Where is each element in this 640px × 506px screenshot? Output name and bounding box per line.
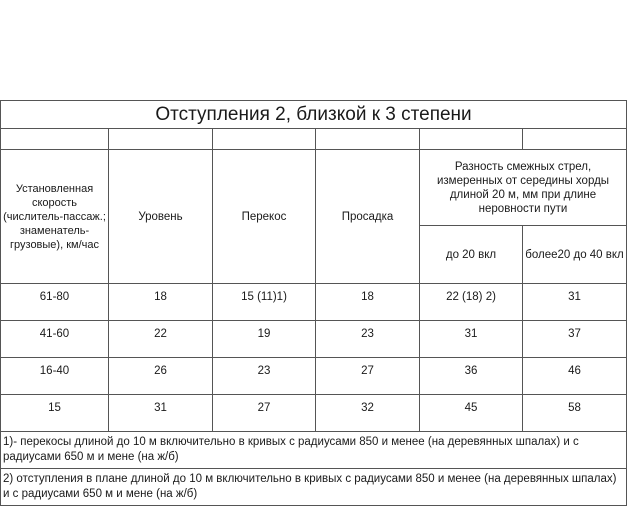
speed-cell: 16-40 (1, 358, 109, 395)
level-cell: 22 (109, 321, 213, 358)
empty-cell (523, 129, 627, 150)
skew-cell: 27 (213, 395, 316, 432)
deviation-table (0, 100, 627, 506)
skew-cell: 19 (213, 321, 316, 358)
level-header: Уровень (109, 150, 213, 284)
empty-header-row (1, 129, 627, 150)
table-row (1, 321, 627, 358)
footnote-2: 2) отступления в плане длиной до 10 м включительно в кривых с радиусами 850 и менее (на деревянных шпалах) и с радиусами 650 м и мене (на ж/б) (1, 469, 627, 506)
diff2-cell: 37 (523, 321, 627, 358)
speed-cell: 15 (1, 395, 109, 432)
table-row (1, 358, 627, 395)
empty-cell (213, 129, 316, 150)
diff-sub-header-2: более20 до 40 вкл (523, 226, 627, 284)
diff2-cell: 31 (523, 284, 627, 321)
diff1-cell: 31 (420, 321, 523, 358)
speed-cell: 61-80 (1, 284, 109, 321)
footnote-1: 1)- перекосы длиной до 10 м включительно в кривых с радиусами 850 и менее (на деревянных шпалах) и с радиусами 650 м и мене (на ж/б) (1, 432, 627, 469)
diff2-cell: 46 (523, 358, 627, 395)
sag-header: Просадка (316, 150, 420, 284)
sag-cell: 27 (316, 358, 420, 395)
diff1-cell: 22 (18) 2) (420, 284, 523, 321)
diff-sub-header-1: до 20 вкл (420, 226, 523, 284)
level-cell: 18 (109, 284, 213, 321)
diff1-cell: 45 (420, 395, 523, 432)
footnote-row (1, 432, 627, 469)
sag-cell: 18 (316, 284, 420, 321)
table-row (1, 395, 627, 432)
level-cell: 31 (109, 395, 213, 432)
table-row (1, 284, 627, 321)
table-title: Отступления 2, близкой к 3 степени (1, 101, 627, 129)
diff-header: Разность смежных стрел, измеренных от середины хорды длиной 20 м, мм при длине неровности пути (420, 150, 627, 226)
diff1-cell: 36 (420, 358, 523, 395)
empty-cell (420, 129, 523, 150)
empty-cell (316, 129, 420, 150)
empty-cell (109, 129, 213, 150)
skew-header: Перекос (213, 150, 316, 284)
sag-cell: 23 (316, 321, 420, 358)
sag-cell: 32 (316, 395, 420, 432)
empty-cell (1, 129, 109, 150)
skew-cell: 15 (11)1) (213, 284, 316, 321)
footnote-row (1, 469, 627, 506)
level-cell: 26 (109, 358, 213, 395)
skew-cell: 23 (213, 358, 316, 395)
speed-header: Установленная скорость (числитель-пассаж.; знаменатель-грузовые), км/час (1, 150, 109, 284)
speed-cell: 41-60 (1, 321, 109, 358)
diff2-cell: 58 (523, 395, 627, 432)
